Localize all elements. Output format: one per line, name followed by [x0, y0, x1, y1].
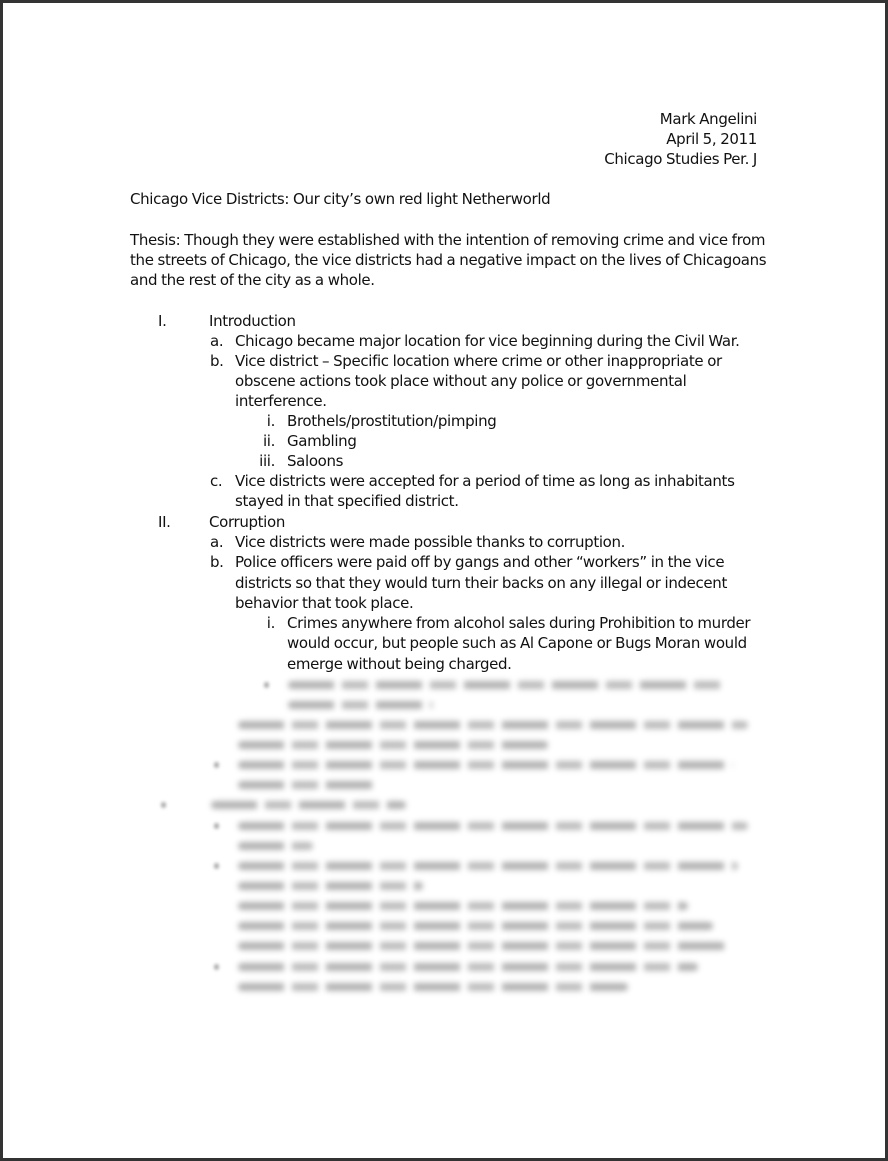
blurred-line — [238, 781, 378, 789]
outline-item: interference. — [235, 392, 327, 410]
subitem-marker: i. — [266, 412, 275, 430]
blurred-line — [238, 761, 733, 769]
blurred-line — [238, 842, 313, 850]
outline-item: Chicago became major location for vice beginning during the Civil War. — [235, 332, 740, 350]
outline-item: districts so that they would turn their backs on any illegal or indecent — [235, 574, 727, 592]
blurred-line — [288, 701, 433, 709]
outline-subitem: emerge without being charged. — [287, 655, 512, 673]
subitem-marker: i. — [266, 614, 275, 632]
blurred-line — [238, 922, 713, 930]
thesis-line: the streets of Chicago, the vice districts had a negative impact on the lives of Chicagoans — [130, 251, 767, 269]
blurred-line — [238, 741, 548, 749]
outline-item: Vice districts were made possible thanks to corruption. — [235, 533, 626, 551]
blurred-marker — [161, 802, 166, 808]
blurred-line — [238, 882, 423, 890]
blurred-line — [211, 801, 406, 809]
outline-subitem: Gambling — [287, 432, 357, 450]
outline-item: Vice districts were accepted for a period of time as long as inhabitants — [235, 472, 735, 490]
section-heading-introduction: Introduction — [209, 312, 296, 330]
blurred-line — [238, 902, 688, 910]
item-marker: a. — [210, 533, 224, 551]
blurred-line — [238, 721, 748, 729]
blurred-marker — [214, 863, 219, 869]
item-marker: b. — [210, 352, 224, 370]
outline-subitem: Saloons — [287, 452, 344, 470]
blurred-marker — [214, 762, 219, 768]
section-marker: II. — [158, 513, 171, 531]
outline-item: obscene actions took place without any police or governmental — [235, 372, 687, 390]
item-marker: b. — [210, 553, 224, 571]
document-page — [3, 3, 885, 1158]
subitem-marker: iii. — [259, 452, 275, 470]
author-name: Mark Angelini — [659, 110, 757, 128]
section-heading-corruption: Corruption — [209, 513, 285, 531]
document-title: Chicago Vice Districts: Our city’s own red light Netherworld — [130, 190, 551, 208]
blurred-marker — [214, 964, 219, 970]
thesis-line: Thesis: Though they were established with the intention of removing crime and vice from — [130, 231, 766, 249]
outline-subitem: Brothels/prostitution/pimping — [287, 412, 497, 430]
item-marker: a. — [210, 332, 224, 350]
item-marker: c. — [210, 472, 223, 490]
blurred-marker — [264, 682, 269, 688]
blurred-line — [238, 942, 728, 950]
blurred-line — [238, 983, 628, 991]
outline-subitem: would occur, but people such as Al Capone or Bugs Moran would — [287, 634, 747, 652]
document-date: April 5, 2011 — [666, 130, 757, 148]
subitem-marker: ii. — [262, 432, 275, 450]
outline-item: behavior that took place. — [235, 594, 414, 612]
outline-item: Vice district – Specific location where crime or other inappropriate or — [235, 352, 722, 370]
outline-item: Police officers were paid off by gangs and other “workers” in the vice — [235, 553, 725, 571]
blurred-line — [238, 862, 738, 870]
blurred-line — [238, 963, 698, 971]
outline-item: stayed in that specified district. — [235, 492, 459, 510]
thesis-line: and the rest of the city as a whole. — [130, 271, 375, 289]
outline-subitem: Crimes anywhere from alcohol sales during Prohibition to murder — [287, 614, 751, 632]
blurred-line — [288, 681, 728, 689]
course-name: Chicago Studies Per. J — [604, 150, 757, 168]
blurred-line — [238, 822, 748, 830]
section-marker: I. — [158, 312, 167, 330]
blurred-marker — [214, 823, 219, 829]
